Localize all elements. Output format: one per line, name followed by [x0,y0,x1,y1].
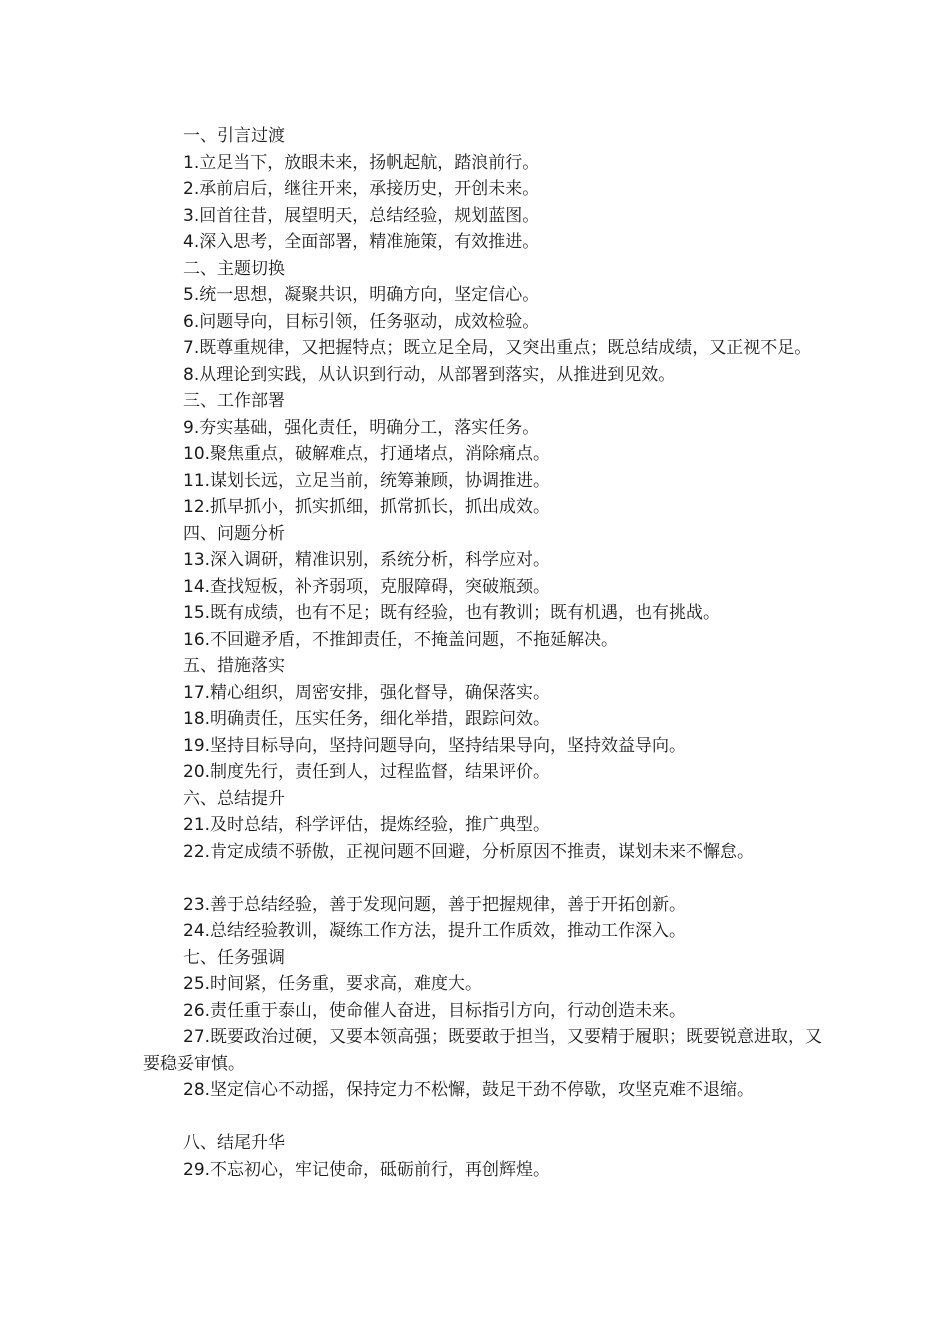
list-item: 5.统一思想，凝聚共识，明确方向，坚定信心。 [183,285,540,305]
list-item: 29.不忘初心，牢记使命，砥砺前行，再创辉煌。 [183,1159,551,1180]
section [143,256,833,389]
list-item: 2.承前启后，继往开来，承接历史，开创未来。 [183,179,540,199]
list-item: 14.查找短板，补齐弱项，克服障碍，突破瓶颈。 [183,576,551,597]
list-item: 27.既要政治过硬，又要本领高强；既要敢于担当，又要精于履职；既要锐意进取，又要稳妥审慎。 [143,1027,823,1074]
list-item: 1.立足当下，放眼未来，扬帆起航，踏浪前行。 [183,152,540,173]
section [143,388,833,521]
section-heading: 四、问题分析 [183,523,285,544]
list-item: 10.聚焦重点，破解难点，打通堵点，消除痛点。 [183,444,551,464]
list-item: 8.从理论到实践，从认识到行动，从部署到落实，从推进到见效。 [183,364,676,385]
section [143,945,833,1131]
list-item: 25.时间紧，任务重，要求高，难度大。 [183,974,483,994]
section-heading: 七、任务强调 [183,947,285,968]
list-item: 4.深入思考，全面部署，精准施策，有效推进。 [183,232,540,252]
section [143,1130,833,1183]
section [143,653,833,786]
section-heading: 五、措施落实 [183,656,285,676]
section [143,786,833,945]
section-heading: 三、工作部署 [183,391,285,411]
list-item: 6.问题导向，目标引领，任务驱动，成效检验。 [183,311,540,332]
list-item: 19.坚持目标导向，坚持问题导向，坚持结果导向，坚持效益导向。 [183,735,687,756]
list-item: 26.责任重于泰山，使命催人奋进，目标指引方向，行动创造未来。 [183,1000,687,1021]
document-body [143,123,833,1183]
list-item: 11.谋划长远，立足当前，统筹兼顾，协调推进。 [183,470,551,491]
blank-line [143,1104,833,1131]
section [143,123,833,256]
section [143,521,833,654]
list-item: 23.善于总结经验，善于发现问题，善于把握规律，善于开拓创新。 [183,894,687,915]
list-item: 3.回首往昔，展望明天，总结经验，规划蓝图。 [183,205,540,226]
section-heading: 六、总结提升 [183,788,285,809]
section-heading: 二、主题切换 [183,258,285,279]
list-item: 24.总结经验教训，凝练工作方法，提升工作质效，推动工作深入。 [183,921,687,941]
list-item: 21.及时总结，科学评估，提炼经验，推广典型。 [183,815,551,835]
blank-line [143,865,833,892]
list-item: 20.制度先行，责任到人，过程监督，结果评价。 [183,762,551,782]
list-item: 7.既尊重规律，又把握特点；既立足全局，又突出重点；既总结成绩，又正视不足。 [183,338,812,358]
list-item: 28.坚定信心不动摇，保持定力不松懈，鼓足干劲不停歇，攻坚克难不退缩。 [183,1080,755,1100]
list-item: 12.抓早抓小，抓实抓细，抓常抓长，抓出成效。 [183,497,551,517]
list-item: 17.精心组织，周密安排，强化督导，确保落实。 [183,682,551,703]
list-item: 18.明确责任，压实任务，细化举措，跟踪问效。 [183,709,551,729]
section-heading: 一、引言过渡 [183,126,285,146]
list-item: 16.不回避矛盾，不推卸责任，不掩盖问题，不拖延解决。 [183,629,619,650]
section-heading: 八、结尾升华 [183,1133,285,1153]
list-item: 13.深入调研，精准识别，系统分析，科学应对。 [183,550,551,570]
list-item: 22.肯定成绩不骄傲，正视问题不回避，分析原因不推责，谋划未来不懈怠。 [183,841,755,862]
list-item: 9.夯实基础，强化责任，明确分工，落实任务。 [183,417,540,438]
list-item: 15.既有成绩，也有不足；既有经验，也有教训；既有机遇，也有挑战。 [183,603,721,623]
